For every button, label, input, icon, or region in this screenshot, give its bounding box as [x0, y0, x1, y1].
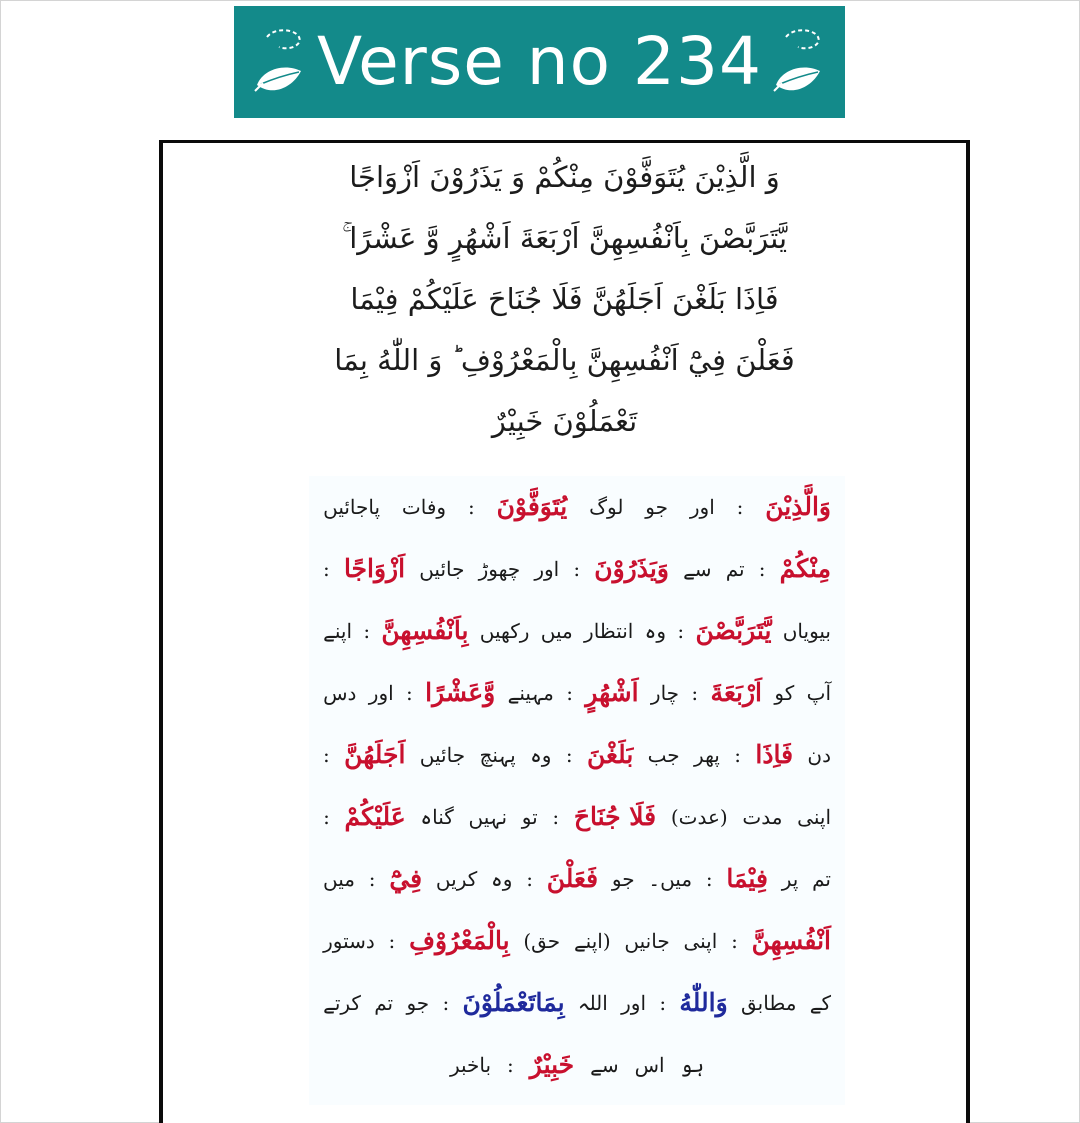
arabic-word: فَلَا جُنَاحَ [573, 802, 657, 831]
urdu-word: : [323, 557, 330, 581]
arabic-word: فَاِذَا [755, 740, 794, 769]
translation-line [309, 724, 845, 786]
urdu-word: مدت [742, 805, 783, 829]
urdu-word: : [659, 991, 667, 1015]
arabic-verse-line: تَعْمَلُوْنَ خَبِيْرٌ [491, 404, 638, 438]
urdu-word: اور [534, 557, 560, 581]
arabic-word: اَشْهُرٍ [585, 678, 639, 707]
arabic-word: بِاَنْفُسِهِنَّ [381, 616, 469, 645]
urdu-word: : [552, 805, 560, 829]
urdu-word: : [691, 681, 699, 705]
urdu-word: تم [812, 867, 831, 891]
urdu-word: وہ [491, 867, 513, 891]
urdu-word: : [573, 557, 581, 581]
translation-line [309, 972, 845, 1034]
urdu-word: وفات [401, 495, 447, 519]
urdu-word: اپنے [323, 619, 353, 643]
urdu-word: : [705, 867, 713, 891]
urdu-word: میں [323, 867, 356, 891]
arabic-word: بِالْمَعْرُوْفِ [409, 926, 510, 955]
urdu-word: : [323, 805, 330, 829]
translation-line [309, 538, 845, 600]
urdu-word: چھوڑ [478, 557, 521, 581]
urdu-word: وہ [530, 743, 552, 767]
urdu-word: لوگ [589, 495, 624, 519]
urdu-word: وہ [644, 619, 667, 643]
urdu-word: : [736, 495, 744, 519]
urdu-word: : [363, 619, 371, 643]
urdu-word: : [467, 495, 475, 519]
urdu-word: : [731, 929, 738, 953]
urdu-word: میں۔ [648, 867, 693, 891]
arabic-verse-line: يَّتَرَبَّصْنَ بِاَنْفُسِهِنَّ اَرْبَعَةَ اَشْهُرٍ وَّ عَشْرًا ۚ [341, 221, 788, 255]
urdu-word: : [566, 681, 573, 705]
urdu-word: اپنی [797, 805, 831, 829]
arabic-word: اَجَلَهُنَّ [344, 740, 406, 769]
urdu-word: گناہ [420, 805, 454, 829]
urdu-word: میں [540, 619, 573, 643]
urdu-word: : [406, 681, 413, 705]
arabic-verse-line: فَاِذَا بَلَغْنَ اَجَلَهُنَّ فَلَا جُنَاحَ عَلَيْكُمْ فِيْمَا [350, 282, 779, 316]
urdu-word: جائیں [419, 743, 466, 767]
urdu-word: اللہ [577, 991, 608, 1015]
arabic-word: يَّتَرَبَّصْنَ [695, 616, 772, 645]
urdu-word: : [388, 929, 396, 953]
urdu-word: باخبر [449, 1053, 492, 1077]
urdu-word: انتظار [584, 619, 634, 643]
urdu-word: پاجائیں [323, 495, 381, 519]
translation-line [309, 1034, 845, 1096]
urdu-word: جو [406, 991, 430, 1015]
translation-line [309, 786, 845, 848]
arabic-word: فِيْٓ [389, 864, 423, 893]
urdu-word: مطابق [740, 991, 797, 1015]
urdu-word: : [565, 743, 573, 767]
arabic-word: اَزْوَاجًا [343, 554, 406, 583]
arabic-word: عَلَيْكُمْ [344, 802, 406, 831]
urdu-word: بیویاں [782, 619, 831, 643]
title-text: Verse no 234 [317, 23, 762, 100]
urdu-word: جانیں [624, 929, 670, 953]
urdu-word: سے [590, 1053, 619, 1077]
urdu-word: تو [521, 805, 538, 829]
urdu-word: آپ [806, 681, 831, 705]
arabic-word: بَلَغْنَ [586, 740, 634, 769]
arabic-verse [163, 147, 966, 452]
urdu-word: پہنچ [479, 743, 516, 767]
urdu-word: جائیں [419, 557, 465, 581]
arabic-word: فَعَلْنَ [546, 864, 599, 893]
urdu-word: کے [809, 991, 831, 1015]
leaf-icon [768, 21, 830, 103]
urdu-word: مہینے [507, 681, 554, 705]
urdu-word: کو [774, 681, 795, 705]
arabic-word: خَبِيْرٌ [529, 1050, 575, 1079]
urdu-word: اپنی [683, 929, 718, 953]
urdu-word: پر [781, 867, 799, 891]
arabic-verse-line: فَعَلْنَ فِيْٓ اَنْفُسِهِنَّ بِالْمَعْرُوْفِ ؕ وَ اللّٰهُ بِمَا [334, 343, 795, 377]
urdu-word: اور [621, 991, 647, 1015]
urdu-word: تم [725, 557, 745, 581]
translation-line [309, 600, 845, 662]
urdu-word: ہو [680, 1053, 705, 1077]
urdu-word: (اپنے [573, 929, 611, 953]
arabic-word: يُتَوَفَّوْنَ [496, 492, 568, 521]
leaf-icon [249, 21, 311, 103]
translation-line [309, 910, 845, 972]
urdu-word: دن [807, 743, 831, 767]
urdu-word: دستور [323, 929, 375, 953]
urdu-word: جب [647, 743, 680, 767]
translation-line [309, 662, 845, 724]
word-by-word-translation [309, 476, 845, 1105]
arabic-word: فِيْمَا [726, 864, 768, 893]
arabic-word: وَالَّذِيْنَ [765, 492, 831, 521]
arabic-word: وَاللّٰهُ [679, 988, 728, 1017]
urdu-word: پھر [694, 743, 720, 767]
urdu-word: تم [374, 991, 394, 1015]
translation-line [309, 476, 845, 538]
urdu-word: اس [634, 1053, 665, 1077]
urdu-word: کریں [435, 867, 478, 891]
urdu-word: : [734, 743, 741, 767]
arabic-word: وَّعَشْرًا [425, 678, 496, 707]
urdu-word: جو [645, 495, 668, 519]
urdu-word: : [442, 991, 450, 1015]
arabic-word: مِنْكُمْ [779, 554, 831, 583]
arabic-verse-line: وَ الَّذِيْنَ يُتَوَفَّوْنَ مِنْكُمْ وَ يَذَرُوْنَ اَزْوَاجًا [349, 160, 780, 194]
urdu-word: (عدت) [670, 805, 728, 829]
urdu-word: اور [368, 681, 394, 705]
urdu-word: : [368, 867, 376, 891]
urdu-word: : [677, 619, 685, 643]
urdu-word: حق) [523, 929, 561, 953]
urdu-word: اور [689, 495, 715, 519]
translation-line [309, 848, 845, 910]
urdu-word: : [507, 1053, 514, 1077]
urdu-word: چار [650, 681, 680, 705]
urdu-word: : [758, 557, 766, 581]
urdu-word: جو [611, 867, 635, 891]
urdu-word: دس [323, 681, 357, 705]
urdu-word: سے [683, 557, 712, 581]
urdu-word: : [526, 867, 533, 891]
arabic-word: اَرْبَعَةَ [710, 678, 762, 707]
urdu-word: کرتے [323, 991, 361, 1015]
verse-content-box [159, 140, 970, 1123]
arabic-word: وَيَذَرُوْنَ [594, 554, 669, 583]
title-banner [234, 6, 845, 118]
urdu-word: نہیں [468, 805, 508, 829]
urdu-word: رکھیں [479, 619, 530, 643]
arabic-word: اَنْفُسِهِنَّ [751, 926, 831, 955]
arabic-word: بِمَاتَعْمَلُوْنَ [462, 988, 565, 1017]
urdu-word: : [323, 743, 330, 767]
